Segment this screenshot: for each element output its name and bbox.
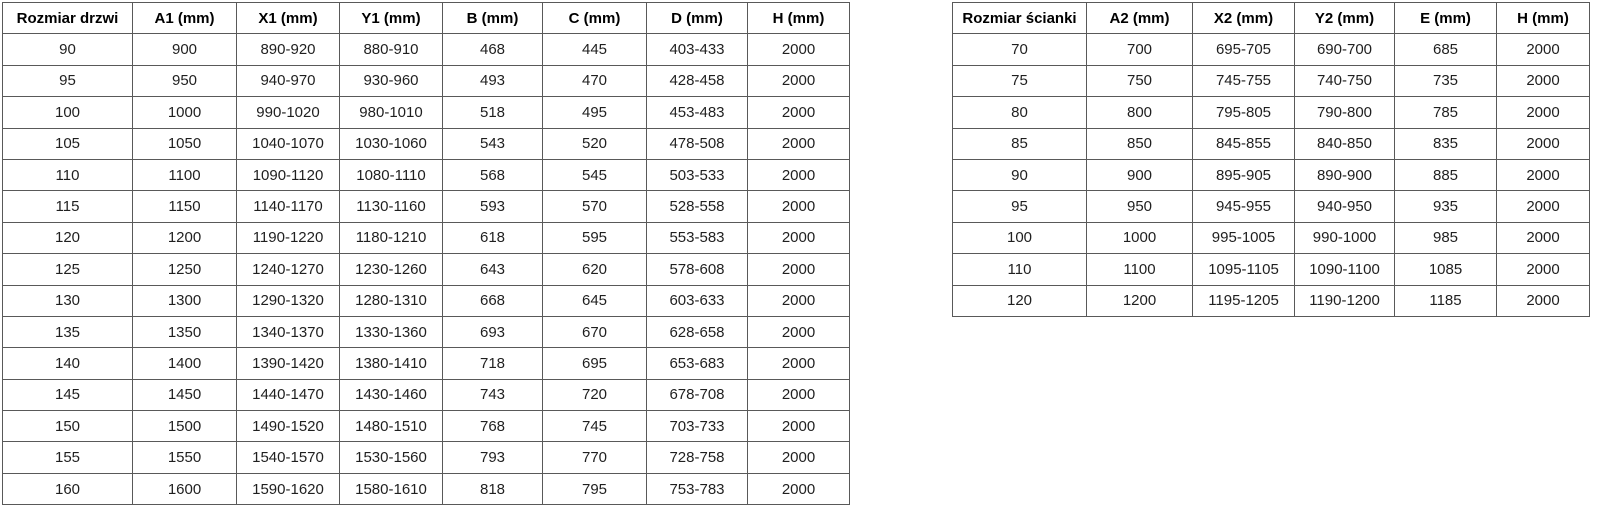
table-row — [3, 97, 850, 128]
table-cell: 795 — [543, 473, 647, 504]
table-cell: 1450 — [133, 379, 237, 410]
table-cell: 468 — [443, 34, 543, 65]
table-cell: 795-805 — [1193, 97, 1295, 128]
table-cell: 620 — [543, 254, 647, 285]
column-header: Y1 (mm) — [340, 3, 443, 34]
column-header: A2 (mm) — [1087, 3, 1193, 34]
table-cell: 1400 — [133, 348, 237, 379]
table-cell: 1350 — [133, 316, 237, 347]
table-cell: 2000 — [1497, 191, 1590, 222]
table-cell: 2000 — [748, 254, 850, 285]
table-cell: 1290-1320 — [237, 285, 340, 316]
table-cell: 845-855 — [1193, 128, 1295, 159]
table-cell: 115 — [3, 191, 133, 222]
table-cell: 645 — [543, 285, 647, 316]
table-cell: 70 — [953, 34, 1087, 65]
table-cell: 2000 — [748, 411, 850, 442]
table-cell: 155 — [3, 442, 133, 473]
table-cell: 753-783 — [647, 473, 748, 504]
door-sizes-table — [2, 2, 850, 505]
table-cell: 1050 — [133, 128, 237, 159]
table-cell: 693 — [443, 316, 543, 347]
table-cell: 1580-1610 — [340, 473, 443, 504]
table-cell: 1040-1070 — [237, 128, 340, 159]
table-row — [3, 159, 850, 190]
table-row — [953, 34, 1590, 65]
table-cell: 2000 — [1497, 65, 1590, 96]
column-header: X1 (mm) — [237, 3, 340, 34]
table-cell: 2000 — [1497, 34, 1590, 65]
table-cell: 518 — [443, 97, 543, 128]
table-cell: 2000 — [748, 128, 850, 159]
table-cell: 135 — [3, 316, 133, 347]
table-cell: 553-583 — [647, 222, 748, 253]
table-cell: 140 — [3, 348, 133, 379]
table-cell: 1550 — [133, 442, 237, 473]
table-cell: 900 — [133, 34, 237, 65]
table-cell: 428-458 — [647, 65, 748, 96]
table-cell: 2000 — [748, 285, 850, 316]
table-cell: 690-700 — [1295, 34, 1395, 65]
column-header: X2 (mm) — [1193, 3, 1295, 34]
table-cell: 1195-1205 — [1193, 285, 1295, 316]
table-cell: 695-705 — [1193, 34, 1295, 65]
table-cell: 545 — [543, 159, 647, 190]
table-cell: 900 — [1087, 159, 1193, 190]
table-cell: 743 — [443, 379, 543, 410]
table-cell: 1430-1460 — [340, 379, 443, 410]
table-cell: 1000 — [133, 97, 237, 128]
table-row — [3, 222, 850, 253]
table-cell: 1190-1200 — [1295, 285, 1395, 316]
table-cell: 1150 — [133, 191, 237, 222]
table-cell: 818 — [443, 473, 543, 504]
table-cell: 2000 — [748, 473, 850, 504]
table-cell: 1280-1310 — [340, 285, 443, 316]
table-cell: 1095-1105 — [1193, 254, 1295, 285]
table-row — [953, 191, 1590, 222]
table-row — [3, 473, 850, 504]
table-cell: 678-708 — [647, 379, 748, 410]
table-cell: 1140-1170 — [237, 191, 340, 222]
table-cell: 85 — [953, 128, 1087, 159]
table-cell: 1185 — [1395, 285, 1497, 316]
table-cell: 1100 — [133, 159, 237, 190]
table-cell: 145 — [3, 379, 133, 410]
table-cell: 790-800 — [1295, 97, 1395, 128]
table-row — [953, 65, 1590, 96]
table-cell: 1200 — [1087, 285, 1193, 316]
table-cell: 745 — [543, 411, 647, 442]
table-cell: 403-433 — [647, 34, 748, 65]
table-cell: 1000 — [1087, 222, 1193, 253]
table-row — [3, 348, 850, 379]
table-cell: 1530-1560 — [340, 442, 443, 473]
table-cell: 1600 — [133, 473, 237, 504]
table-cell: 728-758 — [647, 442, 748, 473]
table-row — [3, 316, 850, 347]
table-cell: 2000 — [1497, 97, 1590, 128]
table-row — [953, 254, 1590, 285]
table-cell: 1540-1570 — [237, 442, 340, 473]
table-cell: 150 — [3, 411, 133, 442]
table-cell: 1390-1420 — [237, 348, 340, 379]
table-cell: 593 — [443, 191, 543, 222]
table-cell: 528-558 — [647, 191, 748, 222]
table-cell: 785 — [1395, 97, 1497, 128]
header-row — [3, 3, 850, 34]
table-cell: 90 — [953, 159, 1087, 190]
table-cell: 1380-1410 — [340, 348, 443, 379]
table-row — [3, 379, 850, 410]
table-cell: 745-755 — [1193, 65, 1295, 96]
table-cell: 940-950 — [1295, 191, 1395, 222]
column-header: D (mm) — [647, 3, 748, 34]
table-row — [3, 442, 850, 473]
table-cell: 1180-1210 — [340, 222, 443, 253]
table-row — [3, 128, 850, 159]
table-cell: 520 — [543, 128, 647, 159]
table-cell: 890-920 — [237, 34, 340, 65]
table-cell: 2000 — [748, 222, 850, 253]
table-cell: 75 — [953, 65, 1087, 96]
table-cell: 950 — [133, 65, 237, 96]
table-cell: 453-483 — [647, 97, 748, 128]
table-cell: 1190-1220 — [237, 222, 340, 253]
table-cell: 120 — [953, 285, 1087, 316]
column-header: Rozmiar ścianki — [953, 3, 1087, 34]
table-cell: 2000 — [748, 191, 850, 222]
table-cell: 950 — [1087, 191, 1193, 222]
table-cell: 768 — [443, 411, 543, 442]
table-cell: 570 — [543, 191, 647, 222]
table-cell: 750 — [1087, 65, 1193, 96]
table-cell: 568 — [443, 159, 543, 190]
header-row — [953, 3, 1590, 34]
table-cell: 495 — [543, 97, 647, 128]
table-cell: 850 — [1087, 128, 1193, 159]
table-row — [3, 285, 850, 316]
table-cell: 1230-1260 — [340, 254, 443, 285]
table-cell: 2000 — [748, 159, 850, 190]
table-cell: 930-960 — [340, 65, 443, 96]
table-cell: 2000 — [1497, 222, 1590, 253]
table-cell: 670 — [543, 316, 647, 347]
table-cell: 2000 — [748, 379, 850, 410]
table-cell: 2000 — [748, 442, 850, 473]
table-cell: 985 — [1395, 222, 1497, 253]
table-cell: 653-683 — [647, 348, 748, 379]
table-cell: 1440-1470 — [237, 379, 340, 410]
table-cell: 720 — [543, 379, 647, 410]
table-cell: 2000 — [1497, 159, 1590, 190]
table-cell: 2000 — [748, 34, 850, 65]
table-cell: 1085 — [1395, 254, 1497, 285]
table-row — [953, 285, 1590, 316]
table-cell: 1590-1620 — [237, 473, 340, 504]
table-cell: 643 — [443, 254, 543, 285]
table-cell: 1090-1100 — [1295, 254, 1395, 285]
table-cell: 603-633 — [647, 285, 748, 316]
table-cell: 1340-1370 — [237, 316, 340, 347]
table-cell: 2000 — [748, 316, 850, 347]
table-cell: 493 — [443, 65, 543, 96]
table-cell: 740-750 — [1295, 65, 1395, 96]
table-cell: 1480-1510 — [340, 411, 443, 442]
column-header: Y2 (mm) — [1295, 3, 1395, 34]
table-cell: 578-608 — [647, 254, 748, 285]
table-row — [3, 191, 850, 222]
table-cell: 1080-1110 — [340, 159, 443, 190]
table-row — [3, 254, 850, 285]
table-cell: 2000 — [748, 97, 850, 128]
table-cell: 800 — [1087, 97, 1193, 128]
table-cell: 595 — [543, 222, 647, 253]
table-row — [3, 411, 850, 442]
table-cell: 990-1020 — [237, 97, 340, 128]
table-cell: 1500 — [133, 411, 237, 442]
column-header: C (mm) — [543, 3, 647, 34]
table-cell: 543 — [443, 128, 543, 159]
table-cell: 695 — [543, 348, 647, 379]
table-cell: 1090-1120 — [237, 159, 340, 190]
table-cell: 125 — [3, 254, 133, 285]
table-cell: 995-1005 — [1193, 222, 1295, 253]
table-cell: 160 — [3, 473, 133, 504]
table-cell: 668 — [443, 285, 543, 316]
column-header: H (mm) — [748, 3, 850, 34]
wall-sizes-table — [952, 2, 1590, 317]
table-row — [953, 97, 1590, 128]
column-header: A1 (mm) — [133, 3, 237, 34]
column-header: H (mm) — [1497, 3, 1590, 34]
table-cell: 2000 — [748, 65, 850, 96]
table-cell: 793 — [443, 442, 543, 473]
table-cell: 130 — [3, 285, 133, 316]
table-cell: 2000 — [1497, 254, 1590, 285]
table-cell: 718 — [443, 348, 543, 379]
table-row — [953, 128, 1590, 159]
table-cell: 840-850 — [1295, 128, 1395, 159]
table-cell: 470 — [543, 65, 647, 96]
table-cell: 1240-1270 — [237, 254, 340, 285]
table-row — [3, 65, 850, 96]
table-cell: 1250 — [133, 254, 237, 285]
table-cell: 110 — [3, 159, 133, 190]
table-cell: 735 — [1395, 65, 1497, 96]
table-cell: 1130-1160 — [340, 191, 443, 222]
table-cell: 1490-1520 — [237, 411, 340, 442]
table-row — [953, 222, 1590, 253]
table-cell: 770 — [543, 442, 647, 473]
table-cell: 895-905 — [1193, 159, 1295, 190]
table-cell: 478-508 — [647, 128, 748, 159]
table-cell: 110 — [953, 254, 1087, 285]
table-cell: 1100 — [1087, 254, 1193, 285]
table-cell: 835 — [1395, 128, 1497, 159]
table-cell: 2000 — [1497, 285, 1590, 316]
table-cell: 100 — [953, 222, 1087, 253]
table-cell: 890-900 — [1295, 159, 1395, 190]
table-cell: 1330-1360 — [340, 316, 443, 347]
table-cell: 2000 — [1497, 128, 1590, 159]
table-row — [953, 159, 1590, 190]
table-cell: 935 — [1395, 191, 1497, 222]
table-row — [3, 34, 850, 65]
table-cell: 885 — [1395, 159, 1497, 190]
table-cell: 120 — [3, 222, 133, 253]
table-cell: 1200 — [133, 222, 237, 253]
table-cell: 503-533 — [647, 159, 748, 190]
table-cell: 95 — [953, 191, 1087, 222]
table-cell: 618 — [443, 222, 543, 253]
table-cell: 1300 — [133, 285, 237, 316]
table-cell: 880-910 — [340, 34, 443, 65]
table-cell: 685 — [1395, 34, 1497, 65]
table-cell: 700 — [1087, 34, 1193, 65]
column-header: B (mm) — [443, 3, 543, 34]
column-header: E (mm) — [1395, 3, 1497, 34]
table-cell: 2000 — [748, 348, 850, 379]
table-cell: 90 — [3, 34, 133, 65]
table-cell: 80 — [953, 97, 1087, 128]
column-header: Rozmiar drzwi — [3, 3, 133, 34]
table-cell: 1030-1060 — [340, 128, 443, 159]
table-cell: 100 — [3, 97, 133, 128]
table-cell: 445 — [543, 34, 647, 65]
table-cell: 628-658 — [647, 316, 748, 347]
table-cell: 980-1010 — [340, 97, 443, 128]
table-cell: 990-1000 — [1295, 222, 1395, 253]
table-cell: 105 — [3, 128, 133, 159]
table-cell: 945-955 — [1193, 191, 1295, 222]
table-cell: 940-970 — [237, 65, 340, 96]
table-cell: 703-733 — [647, 411, 748, 442]
table-cell: 95 — [3, 65, 133, 96]
